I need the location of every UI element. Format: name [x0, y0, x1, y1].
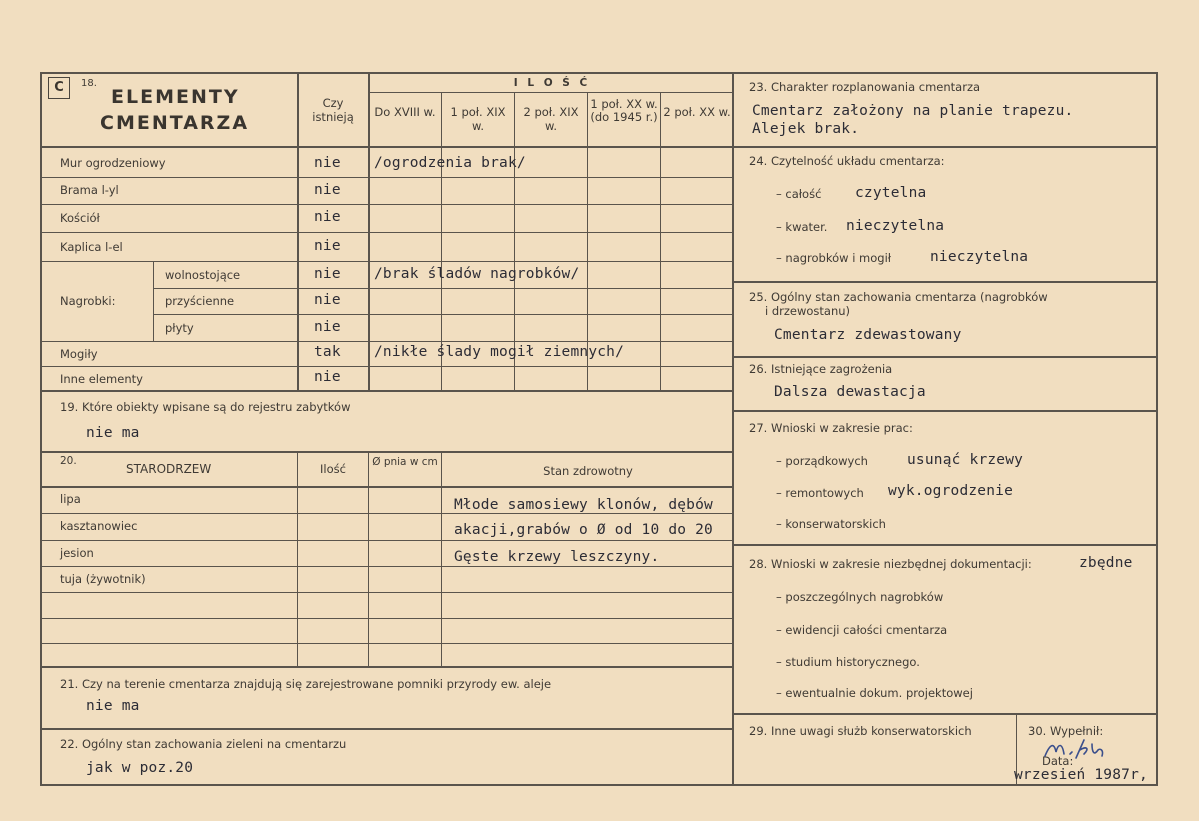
q30-date: wrzesień 1987r, [1014, 767, 1148, 783]
q30-data-label: Data: [1042, 754, 1074, 768]
tree-item: jesion [60, 546, 94, 560]
exists-value: nie [314, 209, 341, 225]
q29-label: 29. Inne uwagi służb konserwatorskich [749, 724, 972, 738]
q27-remontowych-value: wyk.ogrodzenie [888, 483, 1014, 499]
q22-answer: jak w poz.20 [86, 760, 194, 776]
q28-item-a: – poszczególnych nagrobków [776, 590, 944, 604]
row-label: Kościół [60, 211, 100, 225]
q27-konserwatorskich-label: – konserwatorskich [776, 517, 886, 531]
stan-line3: Gęste krzewy leszczyny. [454, 549, 660, 565]
row-label: wolnostojące [165, 268, 241, 282]
q24-nagrobkow-value: nieczytelna [930, 249, 1029, 265]
exists-value: tak [314, 344, 341, 360]
row-label: Mur ogrodzeniowy [60, 156, 166, 170]
row-label: Mogiły [60, 347, 98, 361]
q27-porzadkowych-value: usunąć krzewy [907, 452, 1024, 468]
q28-item-c: – studium historycznego. [776, 655, 920, 669]
row-label: przyścienne [165, 294, 235, 308]
col-2pol-xx: 2 poł. XX w. [663, 105, 731, 119]
exists-value: nie [314, 369, 341, 385]
diameter-column-header: Ø pnia w cm [372, 456, 438, 468]
signature-icon [1040, 734, 1130, 764]
q23-line2: Alejek brak. [752, 121, 860, 137]
exists-value: nie [314, 238, 341, 254]
q28-item-b: – ewidencji całości cmentarza [776, 623, 948, 637]
q28-item-d: – ewentualnie dokum. projektowej [776, 686, 973, 700]
q24-calosc-value: czytelna [855, 185, 927, 201]
row-note: /brak śladów nagrobków/ [374, 266, 580, 282]
col-1pol-xix: 1 poł. XIX w. [450, 105, 506, 133]
section-18-number: 18. [81, 78, 97, 89]
stan-zdrowotny-header: Stan zdrowotny [543, 464, 633, 478]
exists-value: nie [314, 182, 341, 198]
q20-number: 20. [60, 455, 77, 467]
tree-item: kasztanowiec [60, 519, 138, 533]
stan-line1: Młode samosiewy klonów, dębów [454, 497, 713, 513]
q24-kwater-value: nieczytelna [846, 218, 945, 234]
col-do-xviii: Do XVIII w. [374, 105, 436, 119]
q24-calosc-label: – całość [776, 187, 822, 201]
col-1pol-xx: 1 poł. XX w. (do 1945 r.) [590, 97, 658, 124]
q23-line1: Cmentarz założony na planie trapezu. [752, 103, 1074, 119]
col-2pol-xix: 2 poł. XIX w. [523, 105, 579, 133]
stan-line2: akacji,grabów o Ø od 10 do 20 [454, 522, 713, 538]
q27-remontowych-label: – remontowych [776, 486, 864, 500]
starodrzew-header: STARODRZEW [126, 462, 212, 476]
nagrobki-label: Nagrobki: [60, 294, 116, 308]
q26-label: 26. Istniejące zagrożenia [749, 362, 893, 376]
tree-item: lipa [60, 492, 81, 506]
exists-value: nie [314, 155, 341, 171]
q28-label: 28. Wnioski w zakresie niezbędnej dokumentacji: [749, 557, 1032, 571]
section-c-box: C [48, 77, 70, 99]
q24-nagrobkow-label: – nagrobków i mogił [776, 251, 892, 265]
q27-porzadkowych-label: – porządkowych [776, 454, 868, 468]
q25-answer: Cmentarz zdewastowany [774, 327, 962, 343]
row-label: Brama l-yl [60, 183, 119, 197]
q24-label: 24. Czytelność układu cmentarza: [749, 154, 945, 168]
q25-label-line2: i drzewostanu) [765, 304, 851, 318]
q27-label: 27. Wnioski w zakresie prac: [749, 421, 913, 435]
exists-value: nie [314, 266, 341, 282]
exists-value: nie [314, 292, 341, 308]
row-label: płyty [165, 321, 194, 335]
q24-kwater-label: – kwater. [776, 220, 828, 234]
q23-label: 23. Charakter rozplanowania cmentarza [749, 80, 981, 94]
exists-value: nie [314, 319, 341, 335]
tree-item: tuja (żywotnik) [60, 572, 146, 586]
row-note: /nikłe ślady mogił ziemnych/ [374, 344, 625, 360]
q19-answer: nie ma [86, 425, 140, 441]
row-note: /ogrodzenia brak/ [374, 155, 526, 171]
ilosc-header: I L O Ś Ć [513, 77, 591, 89]
title-line2: CMENTARZA [100, 112, 250, 134]
q22-label: 22. Ogólny stan zachowania zieleni na cmentarzu [60, 737, 347, 751]
row-label: Kaplica l-el [60, 240, 123, 254]
q21-answer: nie ma [86, 698, 140, 714]
q19-label: 19. Które obiekty wpisane są do rejestru zabytków [60, 400, 351, 414]
q30-label: 30. Wypełnił: [1028, 724, 1104, 738]
czy-istnieja-header: Czy istnieją [312, 96, 354, 124]
row-label: Inne elementy [60, 372, 143, 386]
q21-label: 21. Czy na terenie cmentarza znajdują się zarejestrowane pomniki przyrody ew. aleje [60, 677, 552, 691]
title-line1: ELEMENTY [111, 86, 240, 108]
q26-answer: Dalsza dewastacja [774, 384, 926, 400]
ilosc-column-header: Ilość [320, 462, 346, 476]
q28-value: zbędne [1079, 555, 1133, 571]
q25-label-line1: 25. Ogólny stan zachowania cmentarza (nagrobków [749, 290, 1048, 304]
